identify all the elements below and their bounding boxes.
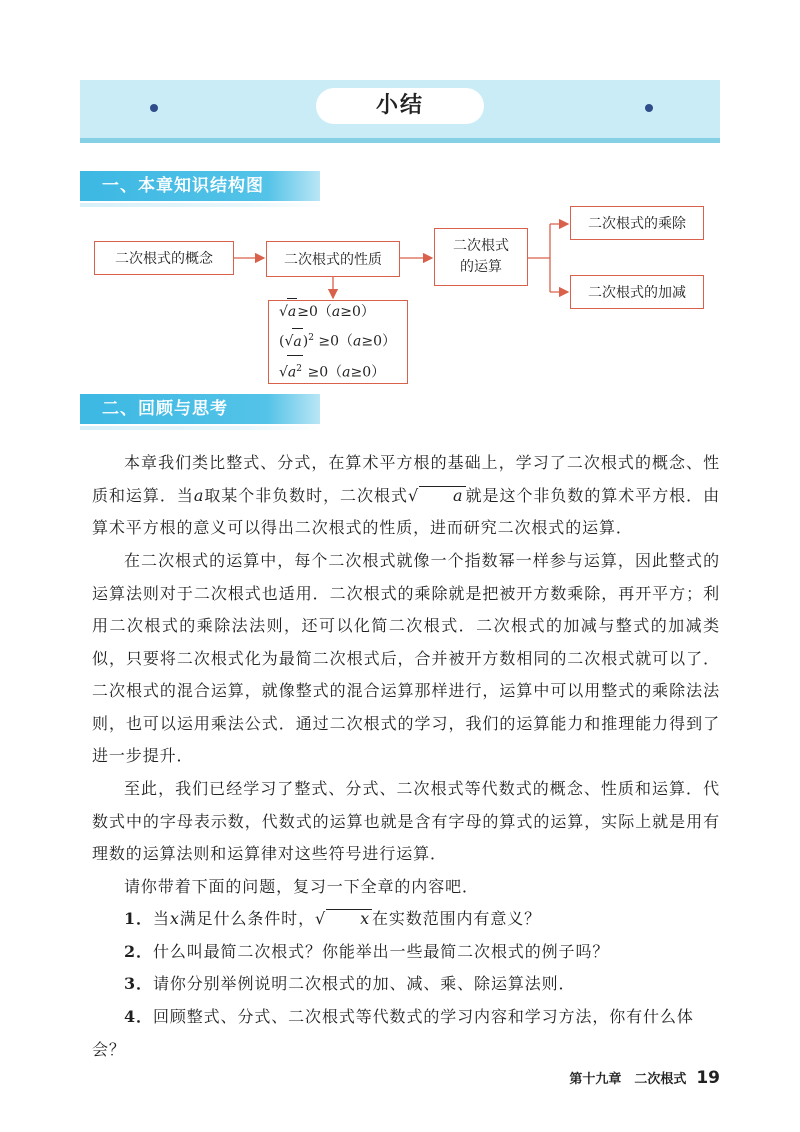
box-operation-line1: 二次根式 xyxy=(453,238,509,254)
page-number: 19 xyxy=(696,1068,720,1088)
p1-radicand: a xyxy=(419,486,465,505)
formula-2-cond: ≥0（ xyxy=(318,334,354,350)
formula-3-cond: ≥0（ xyxy=(307,364,343,381)
paragraph-2: 在二次根式的运算中，每个二次根式就像一个指数幂一样参与运算，因此整式的运算法则对于二次根式也适用．二次根式的乘除就是把被开方数乘除，再开平方；利用二次根式的乘除法法则，还可以化简二次根式．二次根式的加减与整式的加减类似，只要将二次根式化为最简二次根式后，合并被开方数相同的二次根式就可以了．二次根式的混合运算，就像整式的混合运算那样进行，运算中可以用整式的乘除法法则，也可以运用乘法公式．通过二次根式的学习，我们的运算能力和推理能力得到了进一步提升． xyxy=(92,551,720,765)
box-operation xyxy=(434,228,528,286)
question-1-number: 1． xyxy=(124,909,153,928)
box-operation-line2: 的运算 xyxy=(460,259,502,275)
box-property xyxy=(266,241,400,277)
p1-part-c: 就是这个非负数的算术平方根．由算术平方根的意义可以得出二次根式的性质，进而研究二次根式的运算． xyxy=(92,485,720,537)
question-2 xyxy=(92,936,720,969)
question-1-part-c: 在实数范围内有意义？ xyxy=(372,909,542,928)
p1-part-a: 本章我们类比整式、分式，在算术平方根的基础上，学习了二次根式的概念、性质和运算．当 xyxy=(92,453,720,505)
paragraph-4: 请你带着下面的问题，复习一下全章的内容吧． xyxy=(124,877,479,896)
question-2-text: 什么叫最简二次根式？你能举出一些最简二次根式的例子吗？ xyxy=(152,942,610,961)
formula-2-radicand: a xyxy=(292,328,302,355)
question-4 xyxy=(92,1001,720,1066)
formula-1-var: a xyxy=(331,304,341,321)
box-property-label: 二次根式的性质 xyxy=(284,252,382,268)
formula-2-var: a xyxy=(353,334,362,350)
p1-var-a: a xyxy=(193,485,205,505)
question-3-text: 请你分别举例说明二次根式的加、减、乘、除运算法则． xyxy=(152,974,576,993)
question-2-number: 2． xyxy=(124,942,153,961)
formula-3-radicand: a xyxy=(287,364,297,381)
section-header-structure: 一、本章知识结构图 xyxy=(80,171,320,201)
paragraph-1: 本章我们类比整式、分式，在算术平方根的基础上，学习了二次根式的概念、性质和运算．当a取某个非负数时，二次根式√ a 就是这个非负数的算术平方根．由算术平方根的意义可以得出二次根式的性质，进而研究二次根式的运算． xyxy=(92,453,720,537)
formula-3-var: a xyxy=(342,364,351,381)
question-4-number: 4． xyxy=(124,1007,153,1026)
formula-1-tail: ≥0） xyxy=(340,304,375,321)
formula-1: √a≥0（a≥0） xyxy=(279,298,375,325)
question-1: 1．当x满足什么条件时，√ x 在实数范围内有意义？ xyxy=(124,909,542,928)
footer-chapter: 第十九章 二次根式 xyxy=(569,1072,687,1087)
question-3-number: 3． xyxy=(124,974,153,993)
question-1-part-b: 满足什么条件时， xyxy=(179,909,315,928)
p1-part-b: 取某个非负数时，二次根式 xyxy=(204,485,408,505)
paragraph-3: 至此，我们已经学习了整式、分式、二次根式等代数式的概念、性质和运算．代数式中的字母表示数，代数式的运算也就是含有字母的算式的运算，实际上就是用有理数的运算法则和运算律对这些符号进行运算． xyxy=(92,779,720,863)
box-muldiv: 二次根式的乘除 xyxy=(570,206,704,240)
box-addsub: 二次根式的加减 xyxy=(570,275,704,309)
question-1-part-a: 当 xyxy=(152,909,170,928)
formula-3-tail: ≥0） xyxy=(350,364,386,381)
page-footer xyxy=(520,1068,720,1092)
question-4-text: 回顾整式、分式、二次根式等代数式的学习内容和学习方法，你有什么体会？ xyxy=(92,1007,694,1059)
formula-2-tail: ≥0） xyxy=(361,334,397,350)
box-property-formulas xyxy=(268,300,408,384)
formula-3: $√a^2 \ge 0(a\ge 0)$ xyxy=(279,355,385,386)
question-1-radicand: x xyxy=(326,909,372,928)
box-concept: 二次根式的概念 xyxy=(94,241,234,275)
formula-2: $(√a)^2 \ge 0(a\ge 0)$ xyxy=(279,325,396,355)
formula-1-radicand: a xyxy=(287,298,297,325)
page-title: 小结 xyxy=(316,88,484,124)
formula-1-cond: ≥0（ xyxy=(297,304,332,321)
question-3 xyxy=(92,968,720,1001)
question-1-var: x xyxy=(169,909,180,928)
section-header-review: 二、回顾与思考 xyxy=(80,394,320,424)
